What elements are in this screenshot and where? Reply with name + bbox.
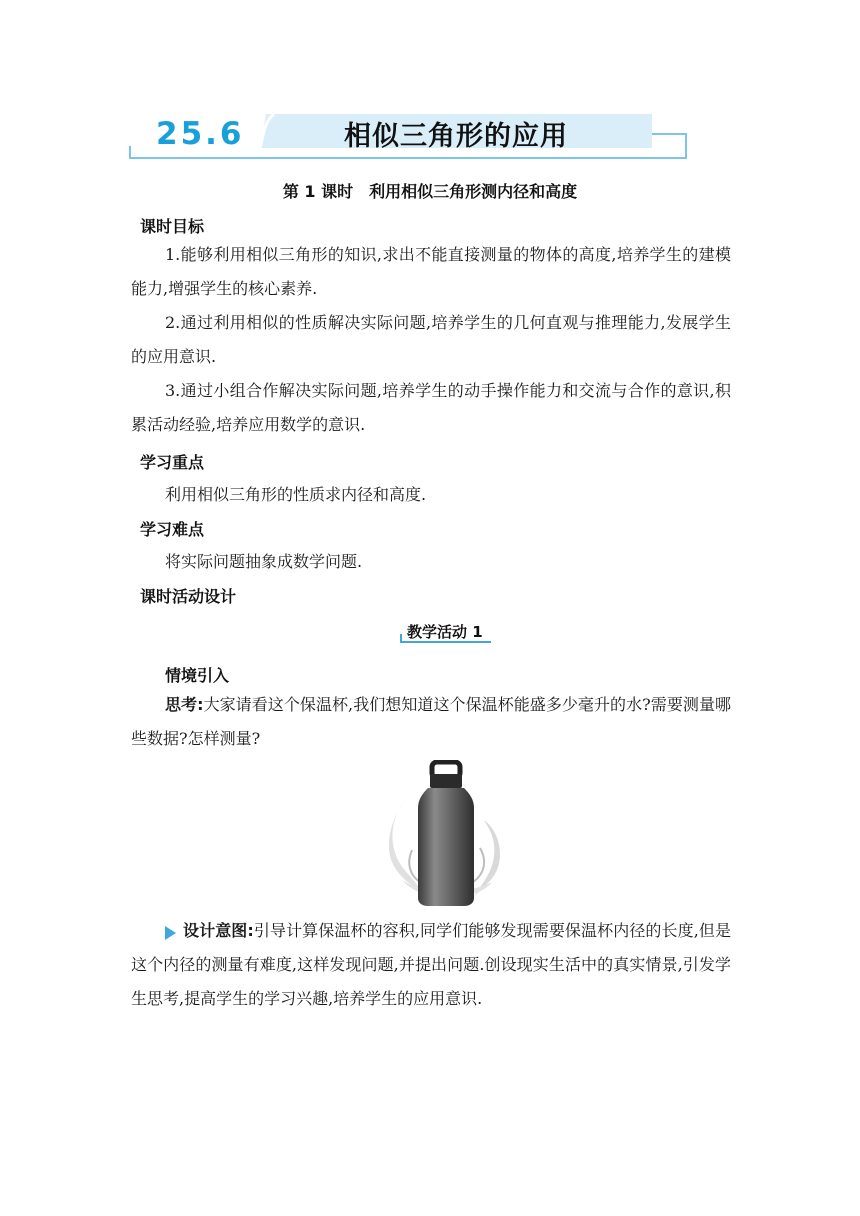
- key-point-heading: 学习重点: [140, 453, 205, 472]
- intent-label: 设计意图:: [183, 921, 254, 940]
- intent-text: 引导计算保温杯的容积,同学们能够发现需要保温杯内径的长度,但是这个内径的测量有难度,这样发现问题,并提出问题.创设现实生活中的真实情景,引发学生思考,提高学生的学习兴趣,培养学生的应用意识.: [131, 921, 731, 1008]
- section-number: 25.6: [156, 116, 245, 152]
- activity-label: 教学活动 1: [407, 623, 483, 641]
- objective-item-2: 2.通过利用相似的性质解决实际问题,培养学生的几何直观与推理能力,发展学生的应用意识.: [131, 313, 731, 366]
- objective-item-1: 1.能够利用相似三角形的知识,求出不能直接测量的物体的高度,培养学生的建模能力,增强学生的核心素养.: [131, 245, 731, 298]
- think-text: 大家请看这个保温杯,我们想知道这个保温杯能盛多少毫升的水?需要测量哪些数据?怎样测量?: [131, 695, 731, 748]
- difficulty-heading: 学习难点: [140, 520, 205, 539]
- lesson-title: 第 1 课时 利用相似三角形测内径和高度: [282, 182, 578, 201]
- key-point-text: 利用相似三角形的性质求内径和高度.: [165, 485, 427, 504]
- objective-item-3: 3.通过小组合作解决实际问题,培养学生的动手操作能力和交流与合作的意识,积累活动经验,培养应用数学的意识.: [131, 381, 731, 434]
- difficulty-text: 将实际问题抽象成数学问题.: [165, 552, 363, 571]
- design-heading: 课时活动设计: [140, 587, 237, 606]
- think-label: 思考:: [165, 695, 204, 714]
- section-banner: [128, 108, 690, 164]
- objectives-heading: 课时目标: [140, 217, 205, 236]
- think-paragraph: [131, 688, 731, 756]
- thermos-bottle-image: [384, 760, 508, 910]
- intent-paragraph: [131, 914, 731, 1016]
- intro-heading: 情境引入: [165, 666, 230, 685]
- section-title: 相似三角形的应用: [344, 121, 568, 152]
- activity-label-box: [399, 620, 493, 646]
